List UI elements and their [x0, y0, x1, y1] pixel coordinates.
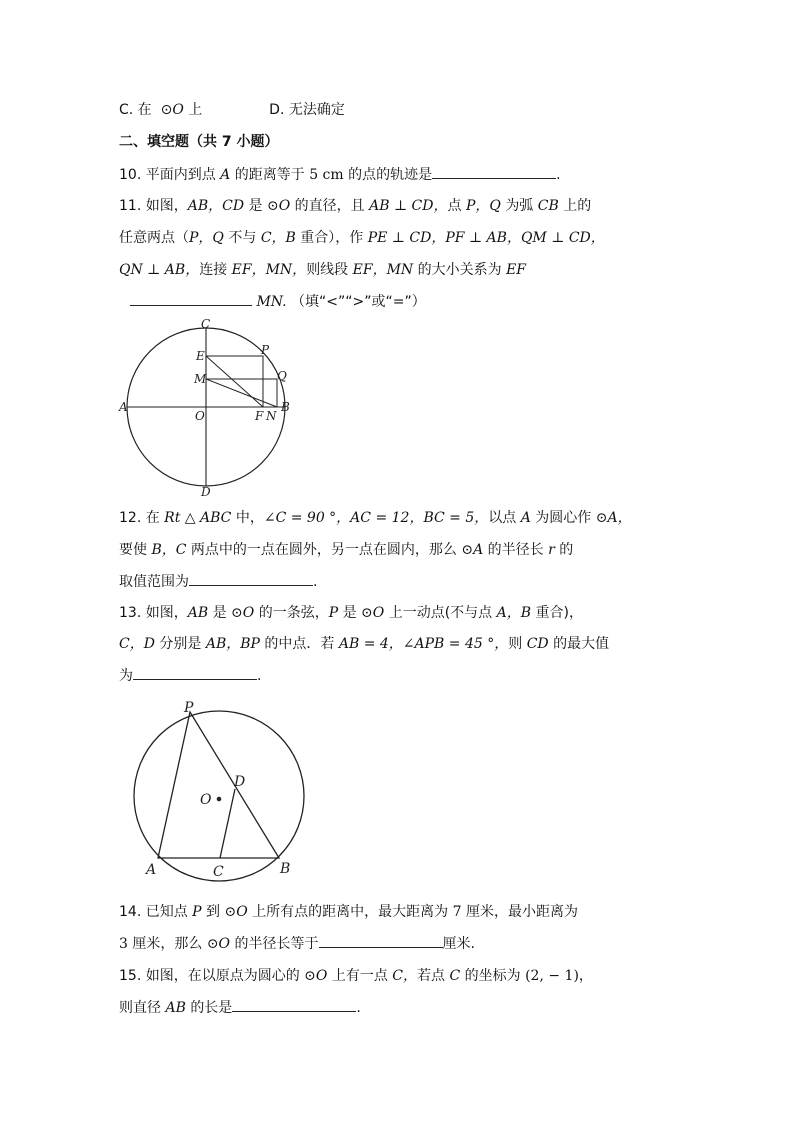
q12-math: ∠C = 90 °，AC = 12，BC = 5， — [263, 510, 489, 526]
q13-math: AB = 4，∠APB = 45 °， — [338, 636, 509, 652]
question-13-line-1 — [119, 603, 583, 623]
q11-math: AB ⊥ CD， — [369, 198, 448, 214]
label-m: M — [194, 372, 207, 386]
answer-blank-14[interactable] — [319, 933, 443, 948]
q14-math: ⊙O — [206, 936, 231, 952]
q11-math: QN ⊥ AB， — [119, 262, 200, 278]
q12-number: 12. — [119, 510, 142, 526]
q12-text: 在 — [145, 510, 160, 526]
q14-text: 上所有点的距离中，最大距离为 — [252, 904, 449, 920]
q15-math: C — [449, 968, 461, 984]
question-15-line-2 — [119, 997, 361, 1018]
q11-text: 不与 — [228, 230, 257, 246]
q15-math: AB — [165, 1000, 186, 1016]
question-15-line-1 — [119, 966, 593, 986]
q10-text3: 的点的轨迹是 — [348, 167, 433, 183]
question-12-line-2 — [119, 540, 573, 560]
label-o: O — [195, 409, 205, 423]
option-c-suffix: 上 — [188, 102, 203, 118]
q13-math: CD — [526, 636, 549, 652]
q15-text: 上有一点 — [331, 968, 388, 984]
q15-number: 15. — [119, 968, 142, 984]
q14-text: 厘米，那么 — [132, 936, 203, 952]
q11-math: ⊙O — [266, 198, 291, 214]
q12-text: 以点 — [488, 510, 517, 526]
answer-blank-10[interactable] — [432, 164, 556, 179]
q15-math: (2, − 1)， — [525, 968, 593, 984]
q12-math: B，C — [151, 542, 187, 558]
q11-math: EF，MN — [352, 262, 414, 278]
q14-math: 7 — [452, 904, 462, 920]
triangle-apb — [158, 712, 279, 858]
q13-text: 上一动点(不与点 — [388, 605, 493, 621]
center-dot — [217, 797, 222, 802]
q12-end: . — [313, 574, 318, 590]
q12-text: 两点中的一点在圆外，另一点在圆内，那么 — [190, 542, 457, 558]
question-12-line-1 — [119, 508, 632, 528]
q13-math: A，B — [496, 605, 532, 621]
q10-text2: 的距离等于 — [234, 167, 305, 183]
question-14-line-2 — [119, 933, 475, 954]
q12-math: ⊙A， — [595, 510, 632, 526]
q14-math: 3 — [119, 936, 128, 952]
q11-text: 的大小关系为 — [417, 262, 502, 278]
option-row — [119, 100, 345, 120]
q12-math: Rt △ ABC — [164, 510, 232, 526]
q13-text: 是 — [342, 605, 357, 621]
q15-end: . — [356, 1000, 361, 1016]
q11-math: EF，MN， — [231, 262, 307, 278]
q14-text: 厘米，最小距离为 — [466, 904, 578, 920]
answer-blank-13[interactable] — [133, 665, 257, 680]
q14-text: 的半径长等于 — [234, 936, 319, 952]
q10-end: . — [556, 167, 561, 183]
label-c: C — [201, 317, 211, 331]
q13-figure — [130, 698, 315, 888]
q11-math: CB — [537, 198, 559, 214]
q11-text: （填“<”“>”或“=”） — [291, 294, 426, 310]
label-o: O — [200, 792, 212, 808]
question-10 — [119, 164, 561, 185]
option-d: D. 无法确定 — [269, 102, 345, 118]
q10-number: 10. — [119, 167, 142, 183]
label-b: B — [280, 861, 291, 877]
q14-text: 到 — [206, 904, 221, 920]
q13-math: P — [328, 605, 339, 621]
q11-math: C，B — [260, 230, 296, 246]
question-12-line-3 — [119, 571, 317, 592]
q14-math: P — [192, 904, 202, 920]
q14-text: 已知点 — [145, 904, 188, 920]
label-c: C — [213, 864, 224, 880]
q12-text: 取值范围为 — [119, 574, 189, 590]
label-d: D — [201, 485, 211, 499]
q13-text: 的中点．若 — [264, 636, 335, 652]
q15-text: 的长是 — [190, 1000, 233, 1016]
q11-math: AB，CD — [187, 198, 245, 214]
q11-figure — [115, 316, 300, 501]
q11-text: 如图， — [145, 198, 188, 214]
q13-text: 如图， — [145, 605, 188, 621]
q12-math: A — [520, 510, 531, 526]
q12-math: ⊙A — [461, 542, 484, 558]
var-a: A — [220, 167, 231, 183]
answer-blank-12[interactable] — [189, 571, 313, 586]
q15-math: C， — [392, 968, 418, 984]
label-b: B — [281, 400, 290, 414]
q11-math: EF — [506, 262, 527, 278]
q11-math: MN. — [256, 294, 287, 310]
q11-text: 任意两点（ — [119, 230, 189, 246]
q11-text: 为弧 — [505, 198, 534, 214]
option-c-label: C. 在 — [119, 102, 152, 118]
q15-text: 则直径 — [119, 1000, 161, 1016]
q11-text: 连接 — [199, 262, 228, 278]
q12-text: 要使 — [119, 542, 147, 558]
question-13-line-2 — [119, 634, 609, 654]
var-o: O — [172, 102, 184, 118]
q13-math: C，D — [119, 636, 155, 652]
question-11-line-3 — [119, 260, 526, 280]
label-p: P — [261, 343, 270, 357]
q11-text: 的直径，且 — [294, 198, 365, 214]
q11-math: PE ⊥ CD，PF ⊥ AB，QM ⊥ CD， — [367, 230, 605, 246]
label-e: E — [196, 349, 205, 363]
q10-text: 平面内到点 — [145, 167, 216, 183]
question-11-line-1 — [119, 196, 591, 216]
q13-math: ⊙O — [361, 605, 385, 621]
q12-text: 的半径长 — [487, 542, 544, 558]
q13-math: AB，BP — [205, 636, 260, 652]
q15-text: 若点 — [417, 968, 446, 984]
question-11-line-4 — [130, 291, 426, 312]
q13-text: 重合)， — [535, 605, 583, 621]
label-p: P — [184, 700, 194, 716]
q14-text: 厘米. — [442, 936, 475, 952]
q11-text: 是 — [248, 198, 263, 214]
section-title: 二、填空题（共 7 小题） — [119, 134, 279, 150]
q13-text: 的最大值 — [553, 636, 610, 652]
segment-ef — [206, 356, 263, 407]
question-11-line-2 — [119, 228, 605, 248]
q11-math: P，Q — [465, 198, 501, 214]
q12-text: 为圆心作 — [535, 510, 592, 526]
label-q: Q — [277, 369, 287, 383]
q14-math: ⊙O — [224, 904, 248, 920]
q13-end: . — [257, 668, 262, 684]
q12-math: r — [548, 542, 555, 558]
q11-text: 上的 — [563, 198, 592, 214]
q15-math: ⊙O — [304, 968, 328, 984]
circle-symbol: ⊙ — [160, 102, 173, 118]
q11-text: 重合），作 — [300, 230, 364, 246]
q13-text: 分别是 — [159, 636, 202, 652]
question-13-line-3 — [119, 665, 261, 686]
q13-text: 则 — [508, 636, 523, 652]
q13-text: 是 — [212, 605, 227, 621]
q13-math: AB — [187, 605, 209, 621]
q11-text: 点 — [447, 198, 462, 214]
label-a: A — [119, 400, 128, 414]
q11-math: P，Q — [189, 230, 224, 246]
q14-number: 14. — [119, 904, 142, 920]
q13-circle — [134, 711, 304, 881]
label-f: F — [255, 409, 264, 423]
q12-text: 的 — [559, 542, 574, 558]
answer-blank-11[interactable] — [130, 291, 252, 306]
q13-number: 13. — [119, 605, 142, 621]
q13-text: 的一条弦， — [258, 605, 329, 621]
label-n: N — [266, 409, 277, 423]
answer-blank-15[interactable] — [232, 997, 356, 1012]
q15-text: 如图，在以原点为圆心的 — [145, 968, 300, 984]
question-14-line-1 — [119, 902, 578, 922]
label-d: D — [234, 774, 246, 790]
segment-mn — [206, 379, 277, 407]
q12-text: 中， — [235, 510, 264, 526]
q10-value: 5 cm — [309, 167, 344, 183]
q15-text: 的坐标为 — [464, 968, 521, 984]
q13-math: ⊙O — [231, 605, 255, 621]
label-a: A — [146, 862, 157, 878]
q13-text: 为 — [119, 668, 133, 684]
q11-number: 11. — [119, 198, 142, 214]
segment-cd — [220, 789, 235, 858]
q11-text: 则线段 — [306, 262, 349, 278]
